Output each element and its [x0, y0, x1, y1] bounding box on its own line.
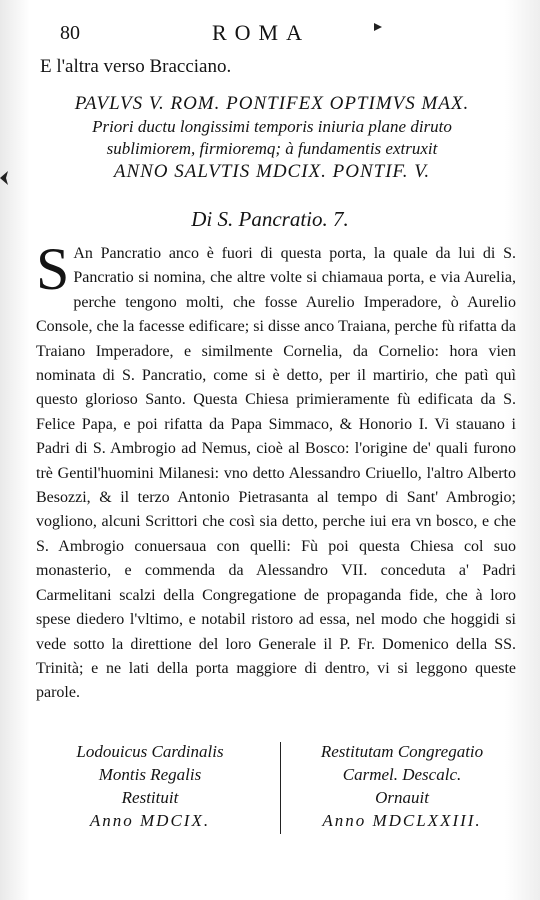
inscription-line: Carmel. Descalc. — [342, 765, 462, 784]
inscription-block — [22, 92, 522, 184]
page-header — [60, 18, 520, 48]
intro-line: E l'altra verso Bracciano. — [40, 56, 232, 77]
drop-cap: S — [36, 236, 70, 302]
section-title: Di S. Pancratio. 7. — [191, 207, 349, 231]
body-paragraph — [36, 236, 516, 706]
inscription-line: Ornauit — [375, 788, 429, 807]
column-divider — [280, 742, 281, 834]
inscription-line: Montis Regalis — [98, 765, 202, 784]
inscription-line: sublimiorem, firmioremq; à fundamentis extruxit — [106, 139, 438, 158]
bottom-inscriptions — [30, 740, 520, 840]
inscription-line: Anno MDCIX. — [89, 811, 211, 830]
inscription-line: PAVLVS V. ROM. PONTIFEX OPTIMVS MAX. — [74, 93, 470, 114]
page-number: 80 — [60, 22, 80, 44]
inscription-line: Lodouicus Cardinalis — [76, 742, 224, 761]
right-inscription — [282, 740, 522, 832]
margin-mark — [0, 170, 8, 184]
running-head: ROMA — [212, 20, 311, 45]
inscription-line: Restitutam Congregatio — [320, 742, 484, 761]
body-text: An Pancratio anco è fuori di questa porta, la quale da lui di S. Pancratio si nomina, che altre volte si chiamaua porta, e via Aurelia, perche tengono molti, che fosse Aurelio Imperadore, ò Aurelio Console, che la facesse edificare; si disse anco Traiana, perche fù rifatta da Traiano Imperadore, e similmente Cornelia, da Cornelio: hora vien nominata di S. Pancratio, come si è detto, per il martirio, che patì quì questo glorioso Santo. Questa Chiesa primieramente fù edificata da S. Felice Papa, e poi rifatta da Papa Simmaco, & Honorio I. Vi stauano i Padri di S. Ambrogio ad Nemus, cioè al Bosco: l'origine de' quali furono trè Gentil'huomini Milanesi: vno detto Alessandro Criuello, l'altro Alberto Besozzi, & il terzo Antonio Pietrasanta al tempo di Sant' Ambrogio; vogliono, alcuni Scrittori che così sia detto, perche iui era vn bosco, e che S. Ambrogio conuersaua con quelli: Fù poi questa Chiesa col suo monasterio, e commenda da Alessandro VII. conceduta a' Padri Carmelitani scalzi della Congregatione de propaganda fide, che à loro spese diedero l'vltimo, e notabil ristoro ad essa, nel modo che hoggidi si vede sotto la direttione del loro Generale il P. Fr. Domenico della SS. Trinità; e ne lati della porta maggiore di dentro, vi si leggono queste parole. — [36, 245, 516, 702]
ornament-icon — [372, 18, 384, 37]
inscription-line: Priori ductu longissimi temporis iniuria plane diruto — [92, 117, 452, 136]
inscription-line: Restituit — [121, 788, 179, 807]
inscription-line: ANNO SALVTIS MDCIX. PONTIF. V. — [113, 161, 431, 182]
inscription-line: Anno MDCLXXIII. — [322, 811, 482, 830]
left-inscription — [30, 740, 270, 832]
